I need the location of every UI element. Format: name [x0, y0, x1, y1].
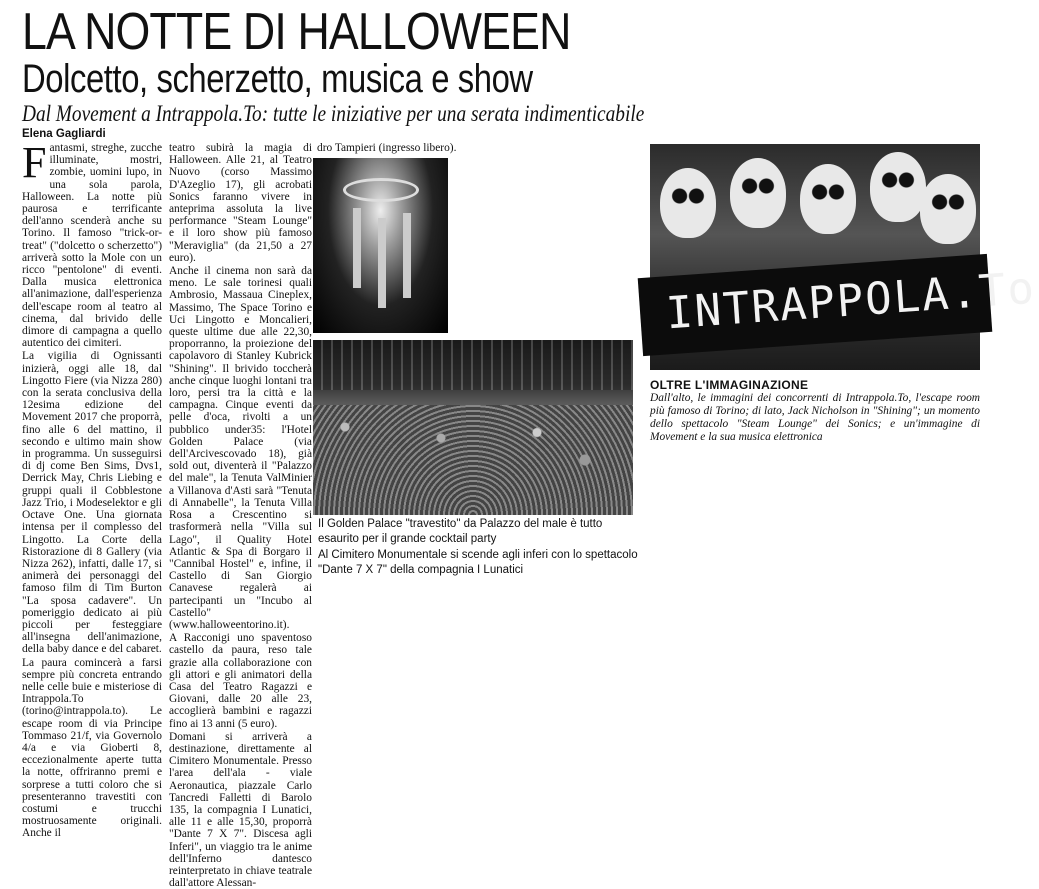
article-column-2: [169, 142, 312, 889]
photo-detail: [343, 178, 419, 202]
paragraph: dro Tampieri (ingresso libero).: [317, 142, 457, 154]
intrappola-banner: [638, 254, 1038, 356]
byline: Elena Gagliardi: [22, 128, 106, 140]
photo-detail: [378, 218, 386, 308]
paragraph: La paura comincerà a farsi sempre più concreta entrando nelle celle buie e misteriose di Intrappola.To (torino@intrappola.to). Le escape room di via Principe Tommaso 21/f, via Governolo 4/a e via Gioberti 8, eccezionalmente aperte tutta la notte, offriranno premi e sorprese a tutti coloro che si presenteranno travestiti con costumi e trucchi mostruosamente originali. Anche il: [22, 656, 162, 840]
paragraph: teatro subirà la magia di Halloween. Alle 21, al Teatro Nuovo (corso Massimo D'Azeglio 17), gli acrobati Sonics faranno vivere in anteprima assoluta la live performance "Steam Lounge" e il loro show più famoso "Meraviglia" (da 21,50 a 27 euro).: [169, 142, 312, 264]
dropcap: F: [22, 138, 47, 187]
photo-detail: [800, 164, 856, 234]
photo-movement-crowd: [313, 340, 633, 515]
paragraph: Domani si arriverà a destinazione, direttamente al Cimitero Monumentale. Presso l'area dell'ala - viale Aeronautica, piazzale Carlo Tancredi Falletti di Barolo 135, la compagnia I Lunatici, alle 11 e alle 15,30, proporrà "Dante 7 X 7". Discesa agli Inferi", un viaggio tra le anime dell'Inferno dantesco reinterpretato in chiave teatrale dall'attore Alessan-: [169, 730, 312, 889]
paragraph: antasmi, streghe, zucche illuminate, mostri, zombie, uomini lupo, in una sola parola, Halloween. La notte più paurosa e terrificante dell'anno scenderà anche su Torino. Il famoso "trick-or-treat" ("dolcetto o scherzetto") arriverà sotto la Mole con un ricco "pentolone" di eventi. Dalla musica elettronica all'animazione, dall'esperienza dell'escape room al teatro al cinema, dal brivido delle dimore di campagna a quello autentico dei cimiteri.: [22, 142, 162, 350]
banner-text: INTRAPPOLA.To: [664, 262, 1038, 340]
paragraph: La vigilia di Ognissanti inizierà, oggi alle 18, dal Lingotto Fiere (via Nizza 280) con la serata conclusiva della 12esima edizione del Movement 2017 che proporrà, fino alle 6 del mattino, il secondo e ultimo main show in programma. Un susseguirsi di dj come Ben Sims, Dvs1, Derrick May, Chris Liebing e gruppi quali il Cobblestone Jazz Trio, i Modeselektor e gli Octave One. Una giornata intensa per il complesso del Lingotto. La Corte della Ristorazione di 8 Gallery (via Nizza 262), infatti, dalle 17, si animerà dei personaggi del famoso film di Tim Burton "La sposa cadavere". Un pomeriggio dedicato ai più piccoli per festeggiare all'insegna dell'animazione, della baby dance e del cabaret.: [22, 350, 162, 656]
photo-detail: [730, 158, 786, 228]
photo-caption-2: Al Cimitero Monumentale si scende agli inferi con lo spettacolo "Dante 7 X 7" della compagnia I Lunatici: [318, 549, 638, 576]
photo-caption-1: Il Golden Palace "travestito" da Palazzo del male è tutto esaurito per il grande cocktail party: [318, 518, 603, 545]
photo-intrappola: [650, 144, 1038, 370]
paragraph: A Racconigi uno spaventoso castello da paura, reso tale grazie alla collaborazione con gli attori e gli animatori della Casa del Teatro Ragazzi e Giovani, dalle 20 alle 23, accoglierà bambini e ragazzi fino ai 13 anni (5 euro).: [169, 632, 312, 730]
photo-detail: [403, 213, 411, 298]
photo-detail: [353, 208, 361, 288]
photo-steam-lounge: [313, 158, 448, 333]
photo-detail: [920, 174, 976, 244]
headline: LA NOTTE DI HALLOWEEN: [22, 3, 571, 61]
photo-detail: [313, 405, 633, 515]
paragraph: Anche il cinema non sarà da meno. Le sale torinesi quali Ambrosio, Massaua Cineplex, Massimo, The Space Torino e Uci Lingotto e Moncalieri, queste ultime due alle 22,30, proporranno, la proiezione del capolavoro di Stanley Kubrick "Shining". Il brivido toccherà anche cinque luoghi lontani tra loro, persi tra la città e la campagna. Cinque eventi da pelle d'oca, rivolti a un pubblico under35: l'Hotel Golden Palace (via dell'Arcivescovado 18), già sold out, diventerà il "Palazzo del male", la Tenuta ValMinier a Villanova d'Asti sarà "Tenuta di Annabelle", la Tenuta Villa Rosa a Crescentino si trasformerà nella "Villa sul Lago", il Quality Hotel Atlantic & Spa di Borgaro il "Cannibal Hostel" e, infine, il Castello di San Giorgio Canavese regalerà ai partecipanti un "Incubo al Castello" (www.halloweentorino.it).: [169, 265, 312, 631]
deck: Dal Movement a Intrappola.To: tutte le iniziative per una serata indimenticabile: [22, 101, 645, 126]
photo-detail: [870, 152, 926, 222]
sidebar-title: OLTRE L'IMMAGINAZIONE: [650, 378, 809, 392]
subheadline: Dolcetto, scherzetto, musica e show: [22, 57, 533, 101]
photo-detail: [660, 168, 716, 238]
article-column-1: [22, 138, 162, 840]
sidebar-caption: Dall'alto, le immagini dei concorrenti di Intrappola.To, l'escape room più famoso di Torino; di lato, Jack Nicholson in "Shining"; un momento dello spettacolo "Steam Lounge" dei Sonics; e un'immagine di Movement e la sua musica elettronica: [650, 392, 980, 443]
photo-detail: [313, 340, 633, 390]
